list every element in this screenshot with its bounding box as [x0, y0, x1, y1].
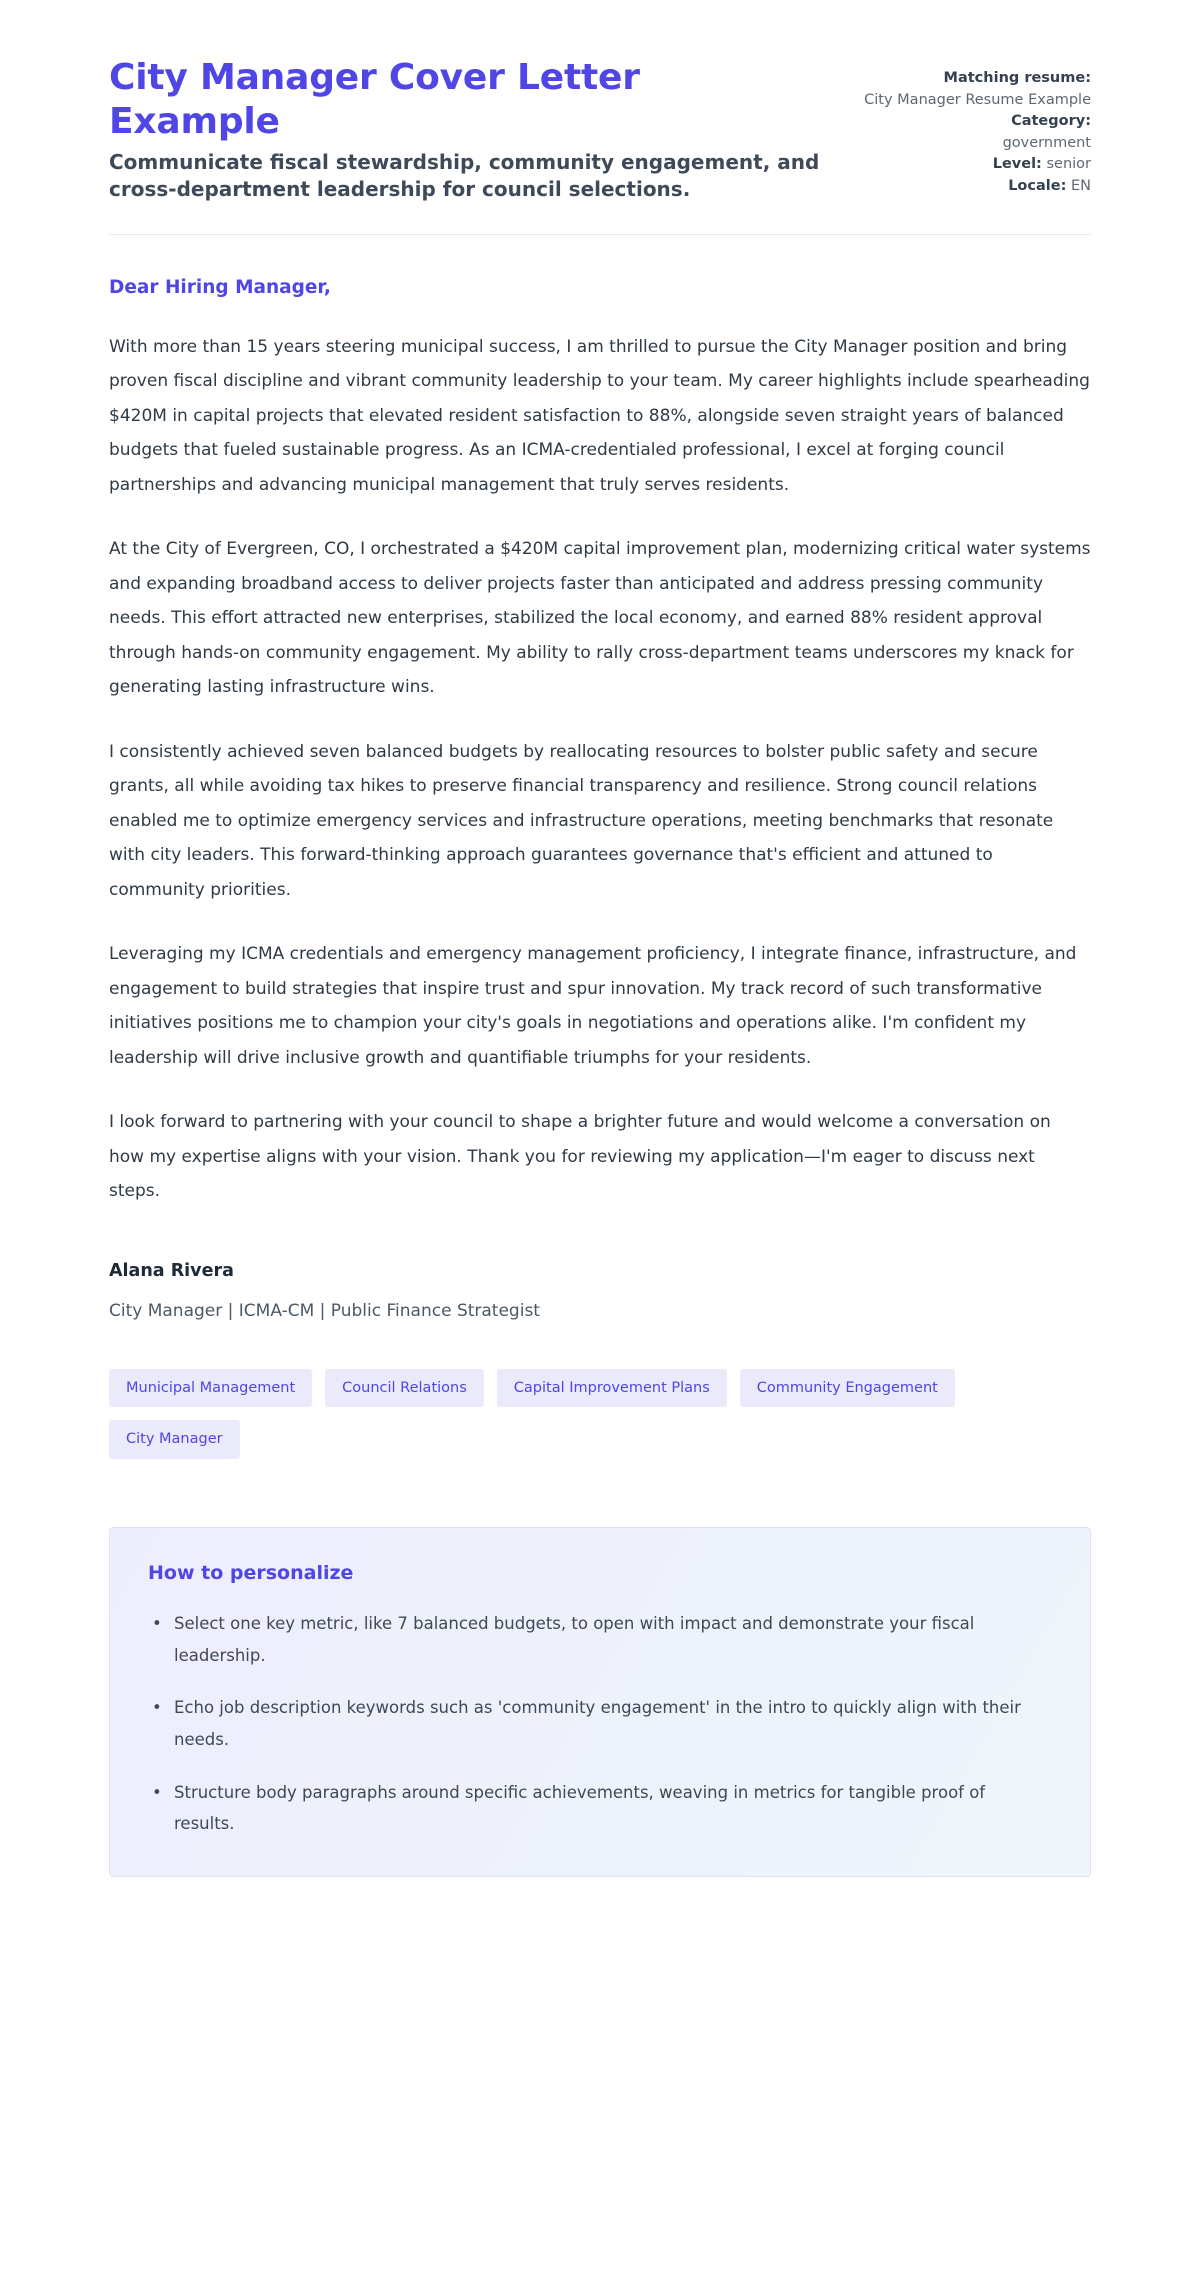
tag-chip[interactable]: Capital Improvement Plans — [497, 1369, 727, 1408]
document-metadata — [861, 56, 1091, 197]
meta-matching-resume-value[interactable]: City Manager Resume Example — [864, 91, 1091, 108]
meta-category-value: government — [1002, 134, 1091, 151]
letter-salutation: Dear Hiring Manager, — [109, 276, 331, 298]
letter-paragraph: Leveraging my ICMA credentials and emergency management proficiency, I integrate finance, infrastructure, and engagement to build strategies that inspire trust and spur innovation. My track record of such transformative initiatives positions me to champion your city's goals in negotiations and operations alike. I'm confident my leadership will drive inclusive growth and quantifiable triumphs for your residents. — [109, 944, 1077, 1068]
signature-name: Alana Rivera — [109, 1260, 234, 1281]
header-title-block — [109, 56, 821, 204]
meta-category-value-row — [861, 133, 1091, 154]
signature-role: City Manager | ICMA-CM | Public Finance Strategist — [109, 1300, 540, 1321]
signature-block — [109, 1261, 1091, 1321]
callout-title: How to personalize — [148, 1561, 354, 1584]
cover-letter-body — [109, 235, 1091, 1877]
callout-tip-item: • Structure body paragraphs around specific achievements, weaving in metrics for tangible proof of results. — [148, 1777, 1028, 1840]
tag-list — [109, 1369, 1069, 1459]
meta-level-label: Level: — [992, 156, 1042, 173]
meta-locale — [861, 176, 1091, 197]
letter-paragraph: At the City of Evergreen, CO, I orchestrated a $420M capital improvement plan, modernizing critical water systems and expanding broadband access to deliver projects faster than anticipated and address pressing community needs. This effort attracted new enterprises, stabilized the local economy, and earned 88% resident approval through hands-on community engagement. My ability to rally cross-department teams underscores my knack for generating lasting infrastructure wins. — [109, 539, 1091, 698]
callout-tip-list — [148, 1608, 1052, 1840]
tag-chip[interactable]: Council Relations — [325, 1369, 484, 1408]
page-title: City Manager Cover Letter Example — [109, 57, 640, 142]
meta-locale-label: Locale: — [1008, 177, 1067, 194]
tag-chip[interactable]: Municipal Management — [109, 1369, 312, 1408]
meta-matching-resume — [861, 68, 1091, 89]
meta-category-label: Category: — [1011, 113, 1091, 130]
callout-tip-item: • Select one key metric, like 7 balanced budgets, to open with impact and demonstrate your fiscal leadership. — [148, 1608, 1028, 1671]
meta-matching-resume-value-row — [861, 90, 1091, 111]
letter-paragraphs — [109, 330, 1091, 1209]
meta-level — [861, 154, 1091, 175]
letter-paragraph: With more than 15 years steering municipal success, I am thrilled to pursue the City Manager position and bring proven fiscal discipline and vibrant community leadership to your team. My career highlights include spearheading $420M in capital projects that elevated resident satisfaction to 88%, alongside seven straight years of balanced budgets that fueled sustainable progress. As an ICMA-credentialed professional, I excel at forging council partnerships and advancing municipal management that truly serves residents. — [109, 336, 1090, 495]
letter-paragraph: I consistently achieved seven balanced budgets by reallocating resources to bolster public safety and secure grants, all while avoiding tax hikes to preserve financial transparency and resilience. Strong council relations enabled me to optimize emergency services and infrastructure operations, meeting benchmarks that resonate with city leaders. This forward-thinking approach guarantees governance that's efficient and attuned to community priorities. — [109, 741, 1054, 900]
tag-chip[interactable]: City Manager — [109, 1420, 240, 1459]
page-subtitle: Communicate fiscal stewardship, community engagement, and cross-department leadership for council selections. — [109, 150, 820, 202]
meta-level-value: senior — [1046, 156, 1091, 173]
tag-chip[interactable]: Community Engagement — [740, 1369, 955, 1408]
letter-paragraph: I look forward to partnering with your council to shape a brighter future and would welcome a conversation on how my expertise aligns with your vision. Thank you for reviewing my application—I'm eager to discuss next steps. — [109, 1112, 1051, 1202]
page-header — [109, 0, 1091, 204]
personalize-callout — [109, 1527, 1091, 1877]
callout-tip-item: • Echo job description keywords such as 'community engagement' in the intro to quickly align with their needs. — [148, 1692, 1028, 1755]
meta-matching-resume-label: Matching resume: — [943, 70, 1091, 86]
meta-locale-value: EN — [1070, 177, 1091, 194]
meta-category — [861, 111, 1091, 132]
